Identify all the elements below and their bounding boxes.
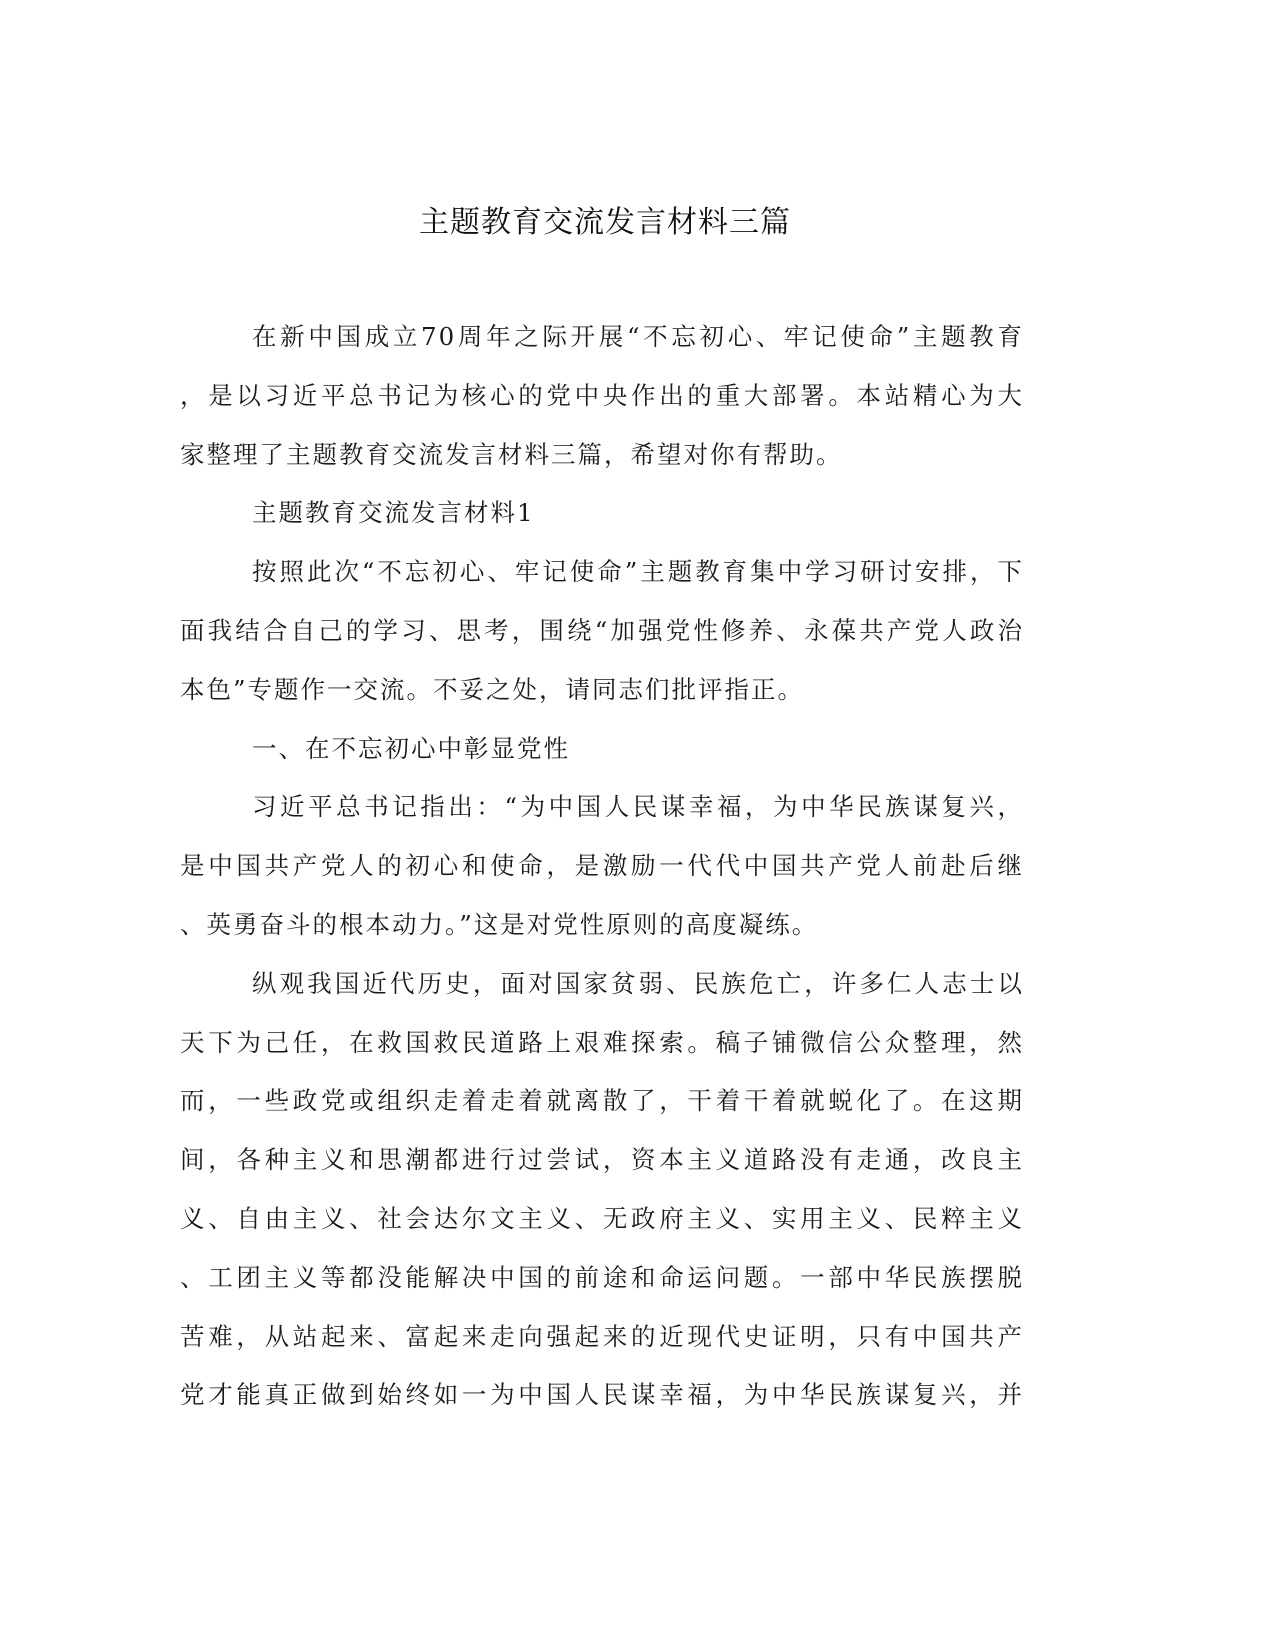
paragraph bbox=[180, 308, 1024, 484]
paragraph-line: 苦难，从站起来、富起来走向强起来的近现代史证明，只有中国共产 bbox=[180, 1321, 1024, 1351]
paragraph-line: 义、自由主义、社会达尔文主义、无政府主义、实用主义、民粹主义 bbox=[180, 1203, 1024, 1233]
paragraph-line: 间，各种主义和思潮都进行过尝试，资本主义道路没有走通，改良主 bbox=[180, 1145, 1024, 1175]
paragraph-line: 面我结合自己的学习、思考，围绕“加强党性修养、永葆共产党人政治 bbox=[180, 615, 1024, 645]
paragraph-line: 本色”专题作一交流。不妥之处，请同志们批评指正。 bbox=[180, 674, 805, 704]
document-body bbox=[180, 308, 1024, 1425]
paragraph-line: 主题教育交流发言材料1 bbox=[252, 498, 535, 528]
paragraph-line: 习近平总书记指出：“为中国人民谋幸福，为中华民族谋复兴， bbox=[252, 792, 1024, 822]
paragraph bbox=[180, 778, 1024, 954]
paragraph bbox=[180, 484, 1024, 543]
paragraph bbox=[180, 955, 1024, 1425]
paragraph-line: 是中国共产党人的初心和使命，是激励一代代中国共产党人前赴后继 bbox=[180, 851, 1024, 881]
paragraph bbox=[180, 543, 1024, 719]
paragraph-line: 、工团主义等都没能解决中国的前途和命运问题。一部中华民族摆脱 bbox=[180, 1262, 1024, 1292]
paragraph bbox=[180, 720, 1024, 779]
paragraph-line: 而，一些政党或组织走着走着就离散了，干着干着就蜕化了。在这期 bbox=[180, 1086, 1024, 1116]
paragraph-line: 纵观我国近代历史，面对国家贫弱、民族危亡，许多仁人志士以 bbox=[252, 968, 1024, 998]
paragraph-line: 家整理了主题教育交流发言材料三篇，希望对你有帮助。 bbox=[180, 439, 843, 469]
paragraph-line: 一、在不忘初心中彰显党性 bbox=[252, 733, 570, 763]
paragraph-line: 按照此次“不忘初心、牢记使命”主题教育集中学习研讨安排，下 bbox=[252, 557, 1024, 587]
paragraph-line: 天下为己任，在救国救民道路上艰难探索。稿子铺微信公众整理，然 bbox=[180, 1027, 1024, 1057]
document-title: 主题教育交流发言材料三篇 bbox=[419, 205, 791, 240]
paragraph-line: 、英勇奋斗的根本动力。”这是对党性原则的高度凝练。 bbox=[180, 909, 819, 939]
paragraph-line: ，是以习近平总书记为核心的党中央作出的重大部署。本站精心为大 bbox=[180, 380, 1024, 410]
paragraph-line: 党才能真正做到始终如一为中国人民谋幸福，为中华民族谋复兴，并 bbox=[180, 1380, 1024, 1410]
paragraph-line: 在新中国成立70周年之际开展“不忘初心、牢记使命”主题教育 bbox=[252, 322, 1024, 351]
